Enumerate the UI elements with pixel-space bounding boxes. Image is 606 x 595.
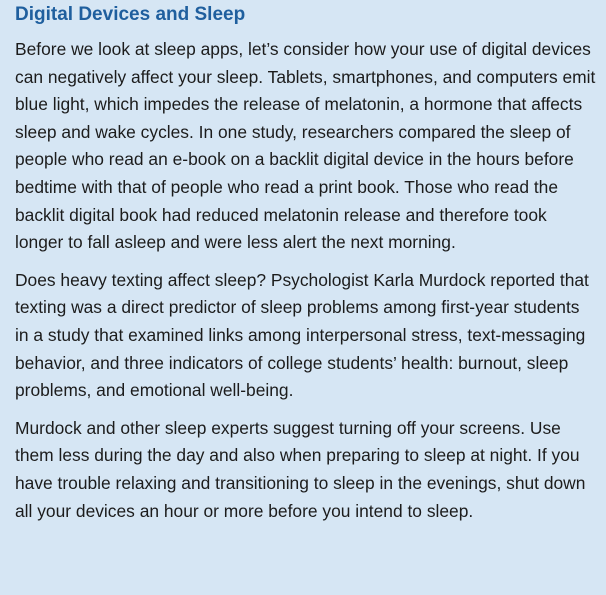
box-title: Digital Devices and Sleep [15, 4, 246, 25]
paragraph-texting: Does heavy texting affect sleep? Psychologist Karla Murdock reported that texting was a direct predictor of sleep problems among first-year students in a study that examined links among interpersonal stress, text-messaging behavior, and three indicators of college students’ health: burnout, sleep problems, and emotional well-being. [15, 269, 589, 401]
paragraph-blue-light: Before we look at sleep apps, let’s consider how your use of digital devices can negatively affect your sleep. Tablets, smartphones, and computers emit blue light, which impedes the release of melatonin, a hormone that affects sleep and wake cycles. In one study, researchers compared the sleep of people who read an e-book on a backlit digital device in the hours before bedtime with that of people who read a print book. Those who read the backlit digital book had reduced melatonin release and therefore took longer to fall asleep and were less alert the next morning. [15, 39, 596, 253]
paragraph-recommendation: Murdock and other sleep experts suggest turning off your screens. Use them less during the day and also when preparing to sleep at night. If you have trouble relaxing and transitioning to sleep in the evenings, shut down all your devices an hour or more before you intend to sleep. [15, 417, 586, 521]
